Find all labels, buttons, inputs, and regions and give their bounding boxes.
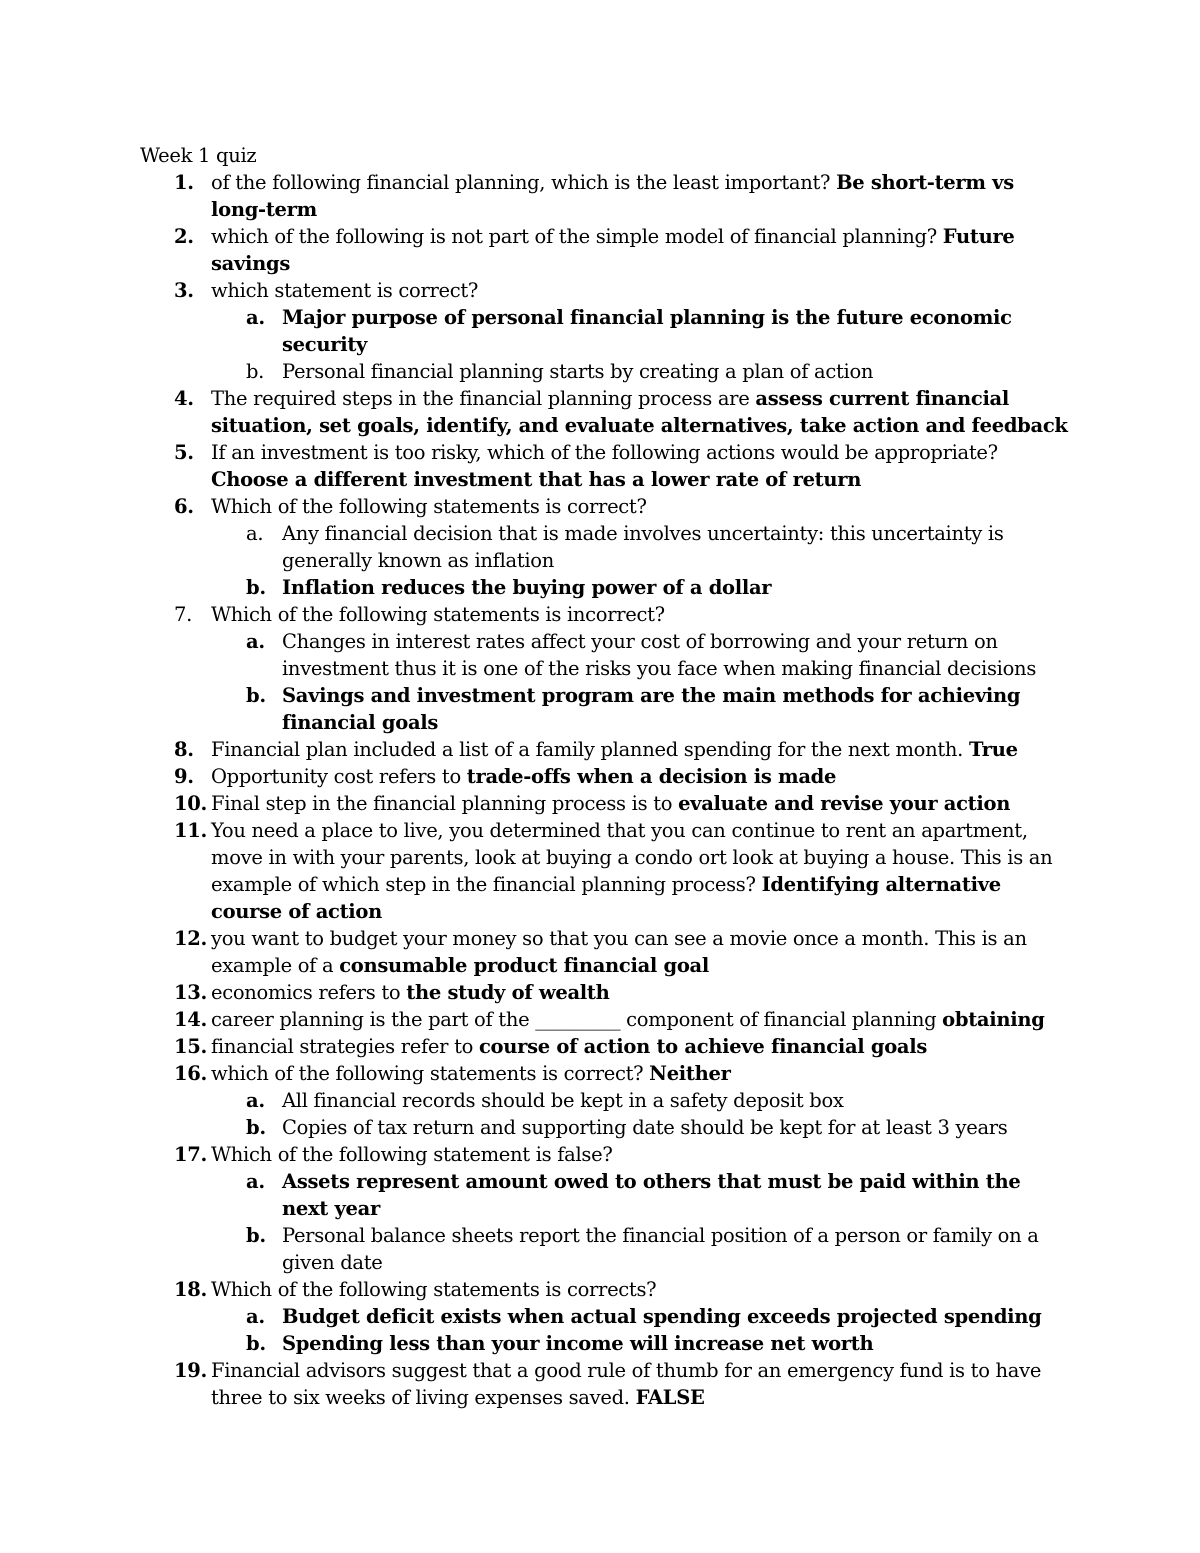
option-7b xyxy=(0,682,1072,736)
question-number: 13. xyxy=(174,981,208,1004)
question-number: 18. xyxy=(174,1278,208,1301)
question-number: 4. xyxy=(174,387,194,410)
option-18a xyxy=(0,1303,1072,1330)
question-text: which of the following statements is correct? xyxy=(211,1062,650,1085)
question-11 xyxy=(0,817,1071,925)
question-14 xyxy=(0,1006,1071,1033)
question-12 xyxy=(0,925,1071,979)
answer-text: assess current financial situation, set goals, identify, and evaluate alternatives, take action and feedback xyxy=(211,387,1068,437)
question-18 xyxy=(0,1276,1071,1303)
question-1 xyxy=(0,169,1071,223)
option-text: Personal balance sheets report the financial position of a person or family on a given date xyxy=(282,1224,1039,1274)
option-6b xyxy=(0,574,1072,601)
option-label: a. xyxy=(246,306,265,329)
answer-text: True xyxy=(968,738,1018,761)
answer-text: Identifying alternative course of action xyxy=(211,873,1001,923)
answer-text: the study of wealth xyxy=(406,981,610,1004)
question-number: 3. xyxy=(174,279,194,302)
option-text: Inflation reduces the buying power of a dollar xyxy=(282,576,772,599)
option-text: Copies of tax return and supporting date should be kept for at least 3 years xyxy=(282,1116,1008,1139)
option-17b xyxy=(0,1222,1072,1276)
option-label: b. xyxy=(246,576,266,599)
question-text: Opportunity cost refers to xyxy=(211,765,467,788)
option-3a xyxy=(0,304,1072,358)
option-text: Personal financial planning starts by creating a plan of action xyxy=(282,360,874,383)
option-text: Major purpose of personal financial planning is the future economic security xyxy=(282,306,1012,356)
question-text: Financial advisors suggest that a good rule of thumb for an emergency fund is to have three to six weeks of living expenses saved. xyxy=(211,1359,1042,1409)
option-label: a. xyxy=(246,1305,265,1328)
question-text: Which of the following statements is incorrect? xyxy=(211,603,665,626)
question-number: 15. xyxy=(174,1035,208,1058)
question-text: If an investment is too risky, which of the following actions would be appropriate? xyxy=(211,441,998,464)
question-text: you want to budget your money so that you can see a movie once a month. This is an example of a xyxy=(211,927,1027,977)
option-16b xyxy=(0,1114,1072,1141)
option-label: b. xyxy=(246,1332,266,1355)
option-text: Budget deficit exists when actual spending exceeds projected spending xyxy=(282,1305,1042,1328)
option-7a xyxy=(0,628,1072,682)
question-list xyxy=(0,169,1200,1411)
option-label: b. xyxy=(246,684,266,707)
question-text: Financial plan included a list of a family planned spending for the next month. xyxy=(211,738,969,761)
question-text: Which of the following statements is correct? xyxy=(211,495,647,518)
question-15 xyxy=(0,1033,1071,1060)
answer-text: FALSE xyxy=(635,1386,705,1409)
option-16a xyxy=(0,1087,1072,1114)
question-3 xyxy=(0,277,1071,304)
option-text: All financial records should be kept in a safety deposit box xyxy=(282,1089,844,1112)
question-number: 17. xyxy=(174,1143,208,1166)
question-7 xyxy=(0,601,1071,628)
question-number: 10. xyxy=(174,792,208,815)
option-text: Changes in interest rates affect your cost of borrowing and your return on investment thus it is one of the risks you face when making financial decisions xyxy=(282,630,1037,680)
option-label: a. xyxy=(246,522,264,545)
option-label: a. xyxy=(246,1170,265,1193)
answer-text: course of action to achieve financial goals xyxy=(478,1035,928,1058)
question-number: 2. xyxy=(174,225,194,248)
option-label: b. xyxy=(246,1224,266,1247)
answer-text: Neither xyxy=(649,1062,731,1085)
question-number: 19. xyxy=(174,1359,208,1382)
answer-text: trade-offs when a decision is made xyxy=(466,765,837,788)
option-text: Any financial decision that is made involves uncertainty: this uncertainty is generally known as inflation xyxy=(282,522,1004,572)
option-label: b. xyxy=(246,360,265,383)
question-number: 5. xyxy=(174,441,194,464)
question-4 xyxy=(0,385,1071,439)
option-18b xyxy=(0,1330,1072,1357)
question-6 xyxy=(0,493,1071,520)
question-16 xyxy=(0,1060,1071,1087)
question-text: Which of the following statements is corrects? xyxy=(211,1278,657,1301)
question-number: 6. xyxy=(174,495,194,518)
document-title: Week 1 quiz xyxy=(140,144,257,167)
option-label: a. xyxy=(246,630,265,653)
question-text: Which of the following statement is false? xyxy=(211,1143,613,1166)
question-number: 7. xyxy=(174,603,193,626)
option-text: Assets represent amount owed to others that must be paid within the next year xyxy=(282,1170,1021,1220)
question-text: economics refers to xyxy=(211,981,407,1004)
question-number: 1. xyxy=(174,171,194,194)
question-text: career planning is the part of the _________ component of financial planning xyxy=(211,1008,943,1031)
question-17 xyxy=(0,1141,1071,1168)
question-19 xyxy=(0,1357,1071,1411)
answer-text: Future savings xyxy=(211,225,1015,275)
question-number: 8. xyxy=(174,738,194,761)
answer-text: consumable product financial goal xyxy=(339,954,710,977)
answer-text: evaluate and revise your action xyxy=(678,792,1011,815)
question-text: You need a place to live, you determined that you can continue to rent an apartment, move in with your parents, look at buying a condo ort look at buying a house. This is an example of which step in the financial planning process? xyxy=(211,819,1053,896)
option-3b xyxy=(0,358,1072,385)
option-label: b. xyxy=(246,1116,266,1139)
answer-text: Be short-term vs long-term xyxy=(211,171,1014,221)
answer-text: Choose a different investment that has a lower rate of return xyxy=(211,468,862,491)
answer-text: obtaining xyxy=(942,1008,1045,1031)
option-text: Savings and investment program are the main methods for achieving financial goals xyxy=(282,684,1021,734)
question-8 xyxy=(0,736,1071,763)
question-number: 12. xyxy=(174,927,208,950)
question-text: of the following financial planning, which is the least important? xyxy=(211,171,837,194)
question-13 xyxy=(0,979,1071,1006)
question-text: which of the following is not part of the simple model of financial planning? xyxy=(211,225,943,248)
question-number: 16. xyxy=(174,1062,208,1085)
question-2 xyxy=(0,223,1071,277)
option-17a xyxy=(0,1168,1072,1222)
question-10 xyxy=(0,790,1071,817)
option-label: a. xyxy=(246,1089,265,1112)
question-number: 14. xyxy=(174,1008,208,1031)
option-6a xyxy=(0,520,1072,574)
question-text: Final step in the financial planning process is to xyxy=(211,792,679,815)
question-5 xyxy=(0,439,1071,493)
question-text: which statement is correct? xyxy=(211,279,479,302)
question-text: financial strategies refer to xyxy=(211,1035,479,1058)
option-text: Spending less than your income will increase net worth xyxy=(282,1332,874,1355)
question-text: The required steps in the financial planning process are xyxy=(211,387,756,410)
question-number: 9. xyxy=(174,765,194,788)
question-number: 11. xyxy=(174,819,208,842)
question-9 xyxy=(0,763,1071,790)
